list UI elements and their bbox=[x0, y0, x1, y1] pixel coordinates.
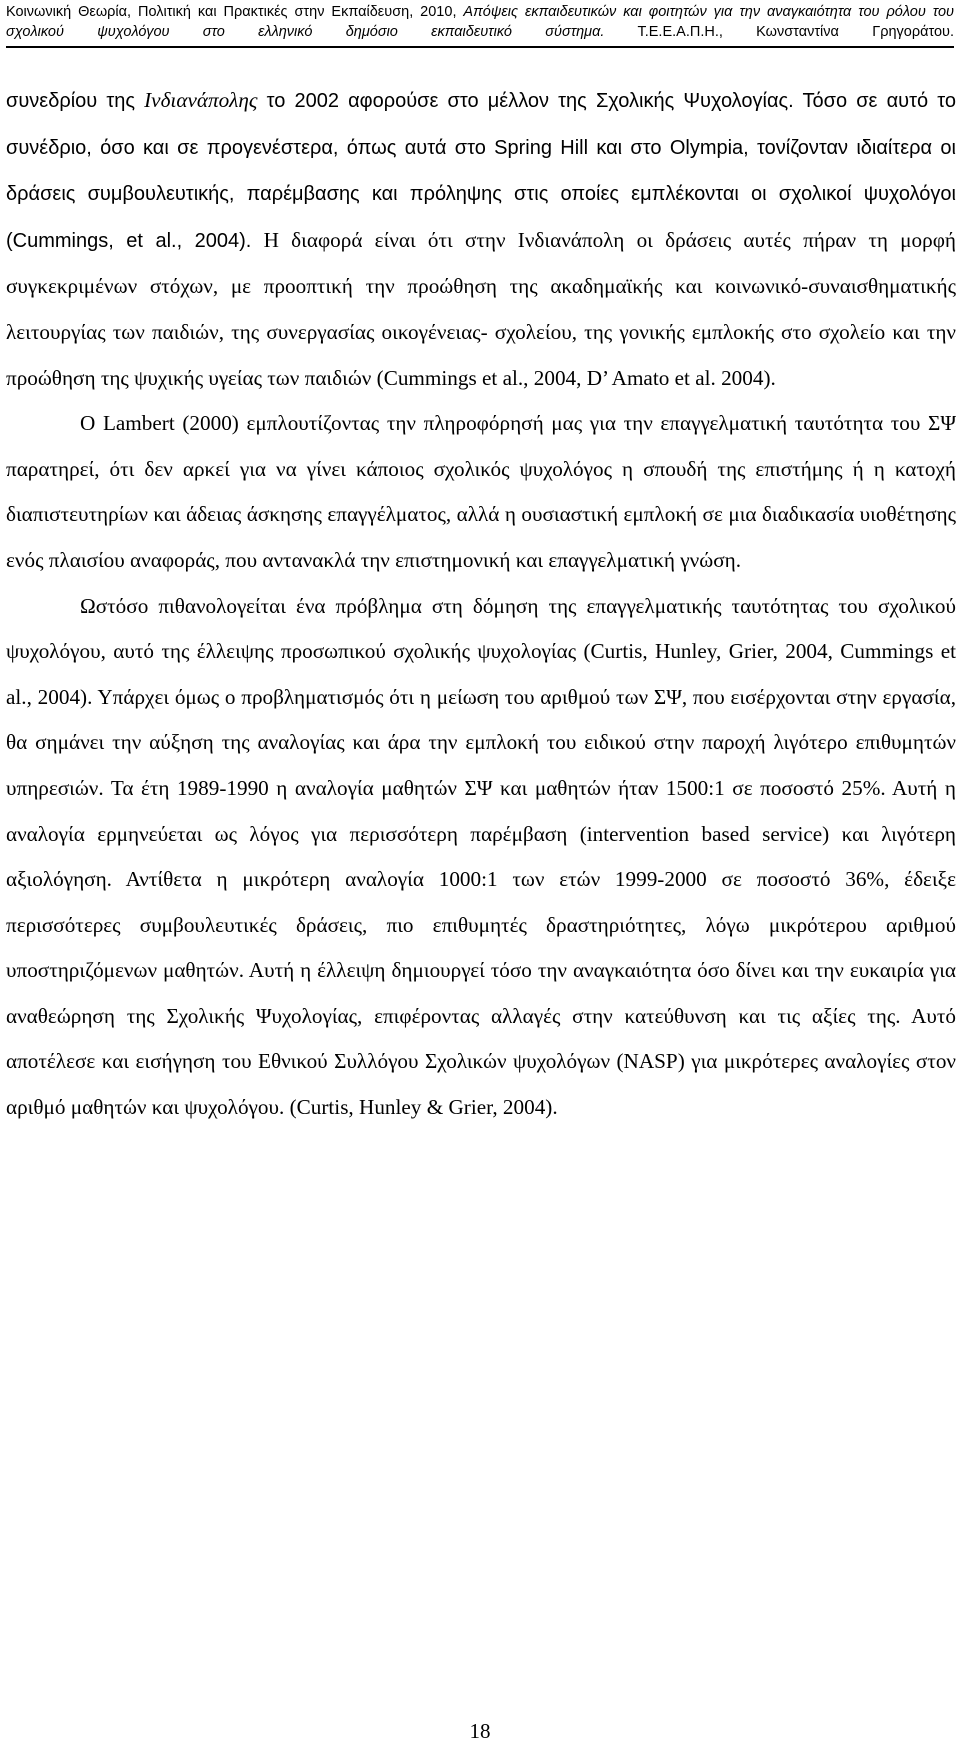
journal-citation: Κοινωνική Θεωρία, Πολιτική και Πρακτικές στην Εκπαίδευση, 2010, bbox=[6, 4, 464, 20]
paragraph-1-text-d: Η διαφορά είναι ότι στην Ινδιανάπολη οι δράσεις αυτές πήραν τη μορφή συγκεκριμένων στόχων, με προοπτική την προώθηση της ακαδημαϊκής και κοινωνικό-συναισθηματικής λειτουργίας των παιδιών, της συνεργασίας οικογένειας- σχολείου, της γονικής εμπλοκής στο σχολείο και την προώθηση της ψυχικής υγείας των παιδιών bbox=[6, 227, 957, 390]
page-number: 18 bbox=[469, 1719, 491, 1743]
document-body bbox=[6, 78, 956, 1131]
running-header-line-2 bbox=[6, 22, 954, 42]
paragraph-1-text-c: το 2002 αφορούσε στο μέλλον της Σχολικής Ψυχολογίας. Τόσο σε αυτό το συνέδριο, όσο και σε προγενέστερα, όπως αυτά στο Spring Hill και στο Olympia, τονίζονταν ιδιαίτερα οι δράσεις συμβουλευτικής, παρέμβασης και πρόληψης στις οποίες εμπλέκονται οι σχολικοί ψυχολόγοι (Cummings, et al., 2004). bbox=[6, 90, 956, 252]
header-divider bbox=[6, 46, 954, 48]
running-header-line-1 bbox=[6, 2, 954, 22]
article-title-part-2: σχολικού ψυχολόγου στο ελληνικό δημόσιο εκπαιδευτικό σύστημα. bbox=[6, 24, 605, 40]
paragraph-1-text-a: συνεδρίου της bbox=[6, 90, 145, 112]
article-title-part-1: Απόψεις εκπαιδευτικών και φοιτητών για την αναγκαιότητα του ρόλου του bbox=[463, 4, 954, 20]
paragraph-1-citation: (Cummings et al., 2004, D’ Amato et al. 2004). bbox=[371, 365, 776, 390]
paragraph-1-emphasis: Ινδιανάπολης bbox=[144, 88, 258, 112]
article-author: Τ.Ε.Ε.Α.Π.Η., Κωνσταντίνα Γρηγοράτου. bbox=[604, 24, 954, 40]
paragraph-2: Ο Lambert (2000) εμπλουτίζοντας την πληροφόρησή μας για την επαγγελματική ταυτότητα του ΣΨ παρατηρεί, ότι δεν αρκεί για να γίνει κάποιος σχολικός ψυχολόγος η σπουδή της επιστήμης ή η κατοχή διαπιστευτηρίων και άδειας άσκησης επαγγέλματος, αλλά η ουσιαστική εμπλοκή σε μια διαδικασία υιοθέτησης ενός πλαισίου αναφοράς, που αντανακλά την επιστημονική και επαγγελματική γνώση. bbox=[6, 411, 956, 572]
paragraph-3: Ωστόσο πιθανολογείται ένα πρόβλημα στη δόμηση της επαγγελματικής ταυτότητας του σχολικού ψυχολόγου, αυτό της έλλειψης προσωπικού σχολικής ψυχολογίας (Curtis, Hunley, Grier, 2004, Cummings et al., 2004). Υπάρχει όμως ο προβληματισμός ότι η μείωση του αριθμού των ΣΨ, που εισέρχονται στην εργασία, θα σημάνει την αύξηση της αναλογίας και άρα την εμπλοκή του ειδικού στην παροχή λιγότερο επιθυμητών υπηρεσιών. Τα έτη 1989-1990 η αναλογία μαθητών ΣΨ και μαθητών ήταν 1500:1 σε ποσοστό 25%. Αυτή η αναλογία ερμηνεύεται ως λόγος για περισσότερη παρέμβαση (intervention based service) και λιγότερη αξιολόγηση. Αντίθετα η μικρότερη αναλογία 1000:1 των ετών 1999-2000 σε ποσοστό 36%, έδειξε περισσότερες συμβουλευτικές δράσεις, πιο επιθυμητές δραστηριότητες, λόγω μικρότερου αριθμού υποστηριζόμενων μαθητών. Αυτή η έλλειψη δημιουργεί τόσο την αναγκαιότητα όσο δίνει και την ευκαιρία για αναθεώρηση της Σχολικής Ψυχολογίας, επιφέροντας αλλαγές στην κατεύθυνση και τις αξίες της. Αυτό αποτέλεσε και εισήγηση του Εθνικού Συλλόγου Σχολικών ψυχολόγων (NASP) για μικρότερες αναλογίες στον αριθμό μαθητών και ψυχολόγου. (Curtis, Hunley & Grier, 2004). bbox=[6, 593, 956, 1120]
running-header bbox=[6, 2, 954, 42]
paragraph-1 bbox=[6, 78, 956, 401]
